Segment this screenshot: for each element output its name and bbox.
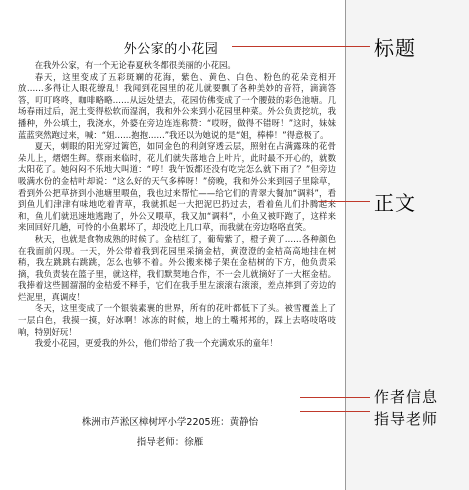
title-label: 标题	[374, 36, 416, 60]
essay-paragraph-4: 秋天，也就是食物成熟的时候了。金桔红了，葡萄紫了，橙子黄了……各种颜色在我面前闪现。一天，外公带着我到花园里采摘金桔，黄澄澄的金桔高高地挂在树稍，我左跳跳右跳跳，怎么也够不着。外公搬来梯子架在金桔树的下方，他负责采摘，我负责装在篮子里，就这样，我们默契地合作，不一会儿就摘好了一大框金桔。我捧着这些圆溜溜的金桔爱不释手，它们在我手里左滚滚右滚滚，差点摔到了旁边的烂泥里，真调皮！	[18, 233, 336, 302]
essay-paragraph-1: 在我外公家，有一个无论春夏秋冬都很美丽的小花园。	[34, 60, 236, 70]
teacher-label: 指导老师	[374, 410, 439, 428]
essay-title: 外公家的小花园	[123, 42, 219, 57]
essay-paragraph-2: 春天，这里变成了五彩斑斓的花海，紫色、黄色、白色、粉色的花朵竞相开放……多得让人眼花缭乱！我闻到花园里的花儿就要飘了各种美妙的音符，滴滴答答，叮叮咚咚，咖啡略略……从远处望去，花园仿佛变成了一个腰鼓的彩色池塘。几场春雨过后，泥土变得松软而湿润，我和外公来到小花园里种菜。外公负责挖坑，我播种，外公填土，我浇水，外婆在旁边连连称赞：“哎呀，做得不错呀！”这时，妹妹蓝蓝突然跑过来，喊：“姐……抱抱……”我还以为她说的是“姐，棒棒！”得意极了。	[18, 71, 336, 140]
body-label: 正文	[374, 191, 416, 215]
author-pointer-line	[300, 397, 370, 398]
essay-paragraph-5: 冬天，这里变成了一个银装素裹的世界，所有的花叶都低下了头。被雪覆盖上了一层白色，我摸一摸，好冰啊！冰冻的时候，地上的土嘴邦邦的，踩上去咯吱咯吱响，特别好玩！	[18, 303, 336, 337]
teacher-pointer-line	[300, 411, 370, 412]
author-label: 作者信息	[374, 388, 439, 406]
essay-paragraph-3: 夏天，刺眼的阳光穿过篱笆，如同金色的利剑穿透云层，照射在占满露珠的花骨朵儿上，熠熠生辉。蔡雨来临时，花儿们就失落地合上叶片，此时最不开心的，就数太阳花了。她闷闷不乐地大叫道：“哼！我午饭都还没有吃完怎么就下雨了？”但旁边吸满水份的金桔叶却说：“这么好的天气多棒呀！”傍晚，我和外公来到园子里除草，看到外公把草挤到小池塘里喂鱼，我也过来帮忙——给它们的青翠大餐加“调料”，看到鱼儿们津津有味地吃着青草，我就抓起一大把泥巴扔过去，看着鱼儿们扑腾起来和，鱼儿们就迅速地逃跑了，外公又喂草，我又加“调料”，小鱼又被吓跑了，这样来来回回好几趟，可怜的小鱼累坏了，却没吃上几口草，而我就在旁边咯咯直笑。	[18, 141, 336, 233]
body-pointer-line	[318, 201, 370, 202]
teacher-info: 指导老师：徐雁	[136, 437, 204, 448]
essay-body	[18, 60, 336, 350]
title-pointer-line	[232, 46, 370, 47]
author-info: 株洲市芦淞区樟树坪小学2205班：黄静怡	[81, 417, 259, 428]
essay-paragraph-6: 我爱小花园，更爱我的外公，他们带给了我一个充满欢乐的童年！	[34, 338, 278, 349]
